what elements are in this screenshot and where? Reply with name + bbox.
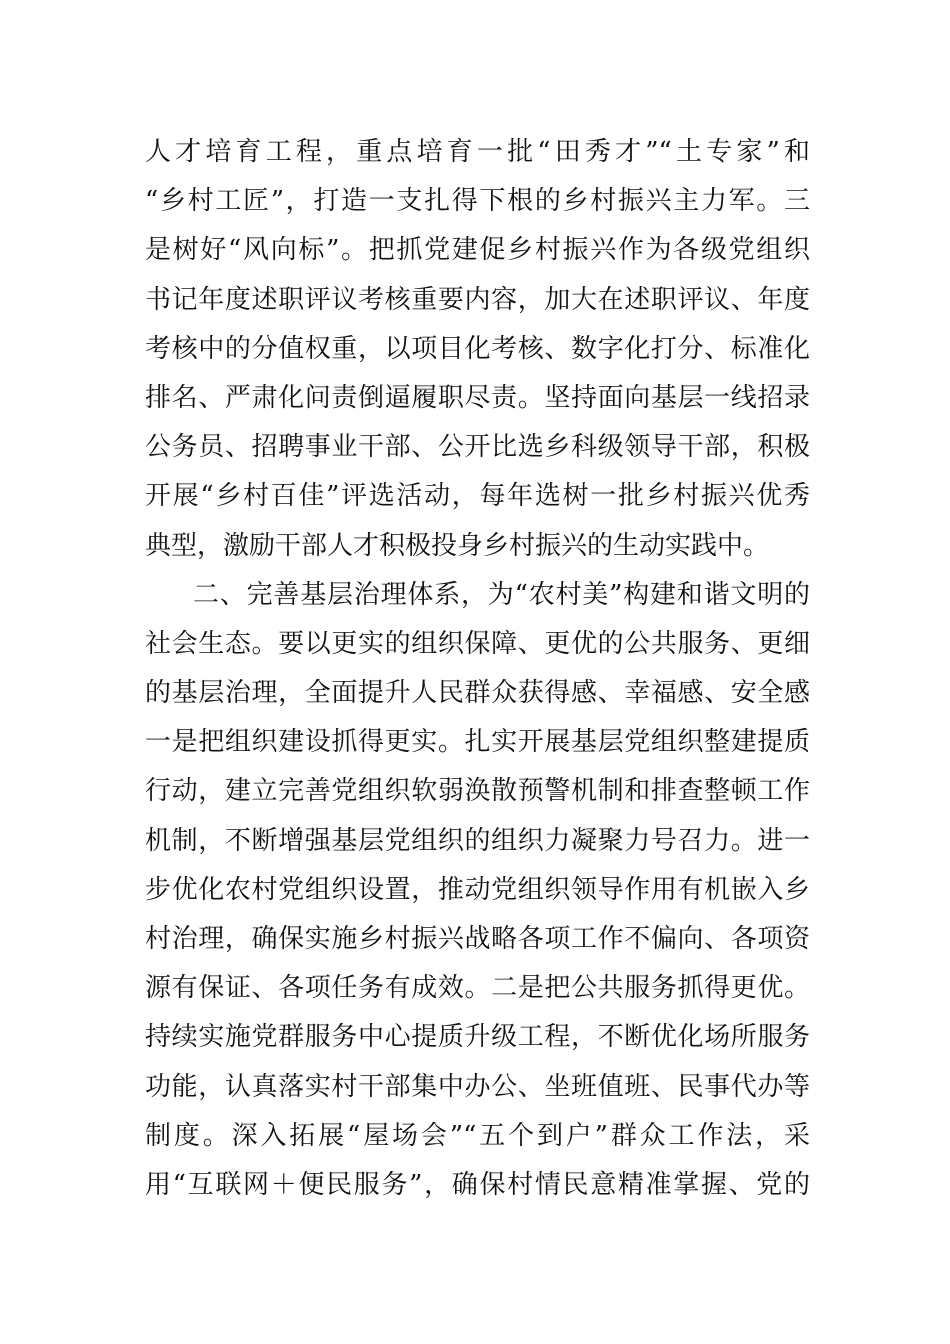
text-line: 是树好“风向标”。把抓党建促乡村振兴作为各级党组织 (145, 235, 810, 266)
paragraph-end-line: 典型，激励干部人才积极投身乡村振兴的生动实践中。 (145, 530, 770, 561)
text-line: 村治理，确保实施乡村振兴战略各项工作不偏向、各项资 (145, 924, 810, 954)
text-line: 书记年度述职评议考核重要内容，加大在述职评议、年度 (145, 284, 810, 315)
text-line: 行动，建立完善党组织软弱涣散预警机制和排查整顿工作 (145, 776, 810, 807)
text-line: “乡村工匠”，打造一支扎得下根的乡村振兴主力军。三 (145, 186, 810, 217)
text-line: 机制，不断增强基层党组织的组织力凝聚力号召力。进一 (145, 825, 810, 856)
section-heading-line: 二、完善基层治理体系，为“农村美”构建和谐文明的 (193, 579, 810, 610)
text-line: 步优化农村党组织设置，推动党组织领导作用有机嵌入乡 (145, 874, 810, 905)
text-line: 持续实施党群服务中心提质升级工程，不断优化场所服务 (145, 1022, 810, 1053)
text-line: 制度。深入拓展“屋场会”“五个到户”群众工作法，采 (145, 1120, 810, 1151)
text-line: 开展“乡村百佳”评选活动，每年选树一批乡村振兴优秀 (145, 481, 810, 512)
text-line: 排名、严肃化问责倒逼履职尽责。坚持面向基层一线招录 (145, 382, 810, 413)
text-line: 源有保证、各项任务有成效。二是把公共服务抓得更优。 (145, 973, 810, 1004)
text-line: 的基层治理，全面提升人民群众获得感、幸福感、安全感 (145, 678, 810, 709)
body-text (145, 128, 810, 1210)
text-line: 用“互联网＋便民服务”，确保村情民意精准掌握、党的 (145, 1169, 810, 1200)
text-line: 公务员、招聘事业干部、公开比选乡科级领导干部，积极 (145, 432, 810, 463)
text-line: 功能，认真落实村干部集中办公、坐班值班、民事代办等 (145, 1071, 810, 1102)
text-line: 考核中的分值权重，以项目化考核、数字化打分、标准化 (145, 333, 810, 364)
text-line: 一是把组织建设抓得更实。扎实开展基层党组织整建提质 (145, 727, 810, 758)
text-line: 社会生态。要以更实的组织保障、更优的公共服务、更细 (145, 628, 810, 659)
text-line: 人才培育工程，重点培育一批“田秀才”“土专家”和 (145, 137, 810, 167)
